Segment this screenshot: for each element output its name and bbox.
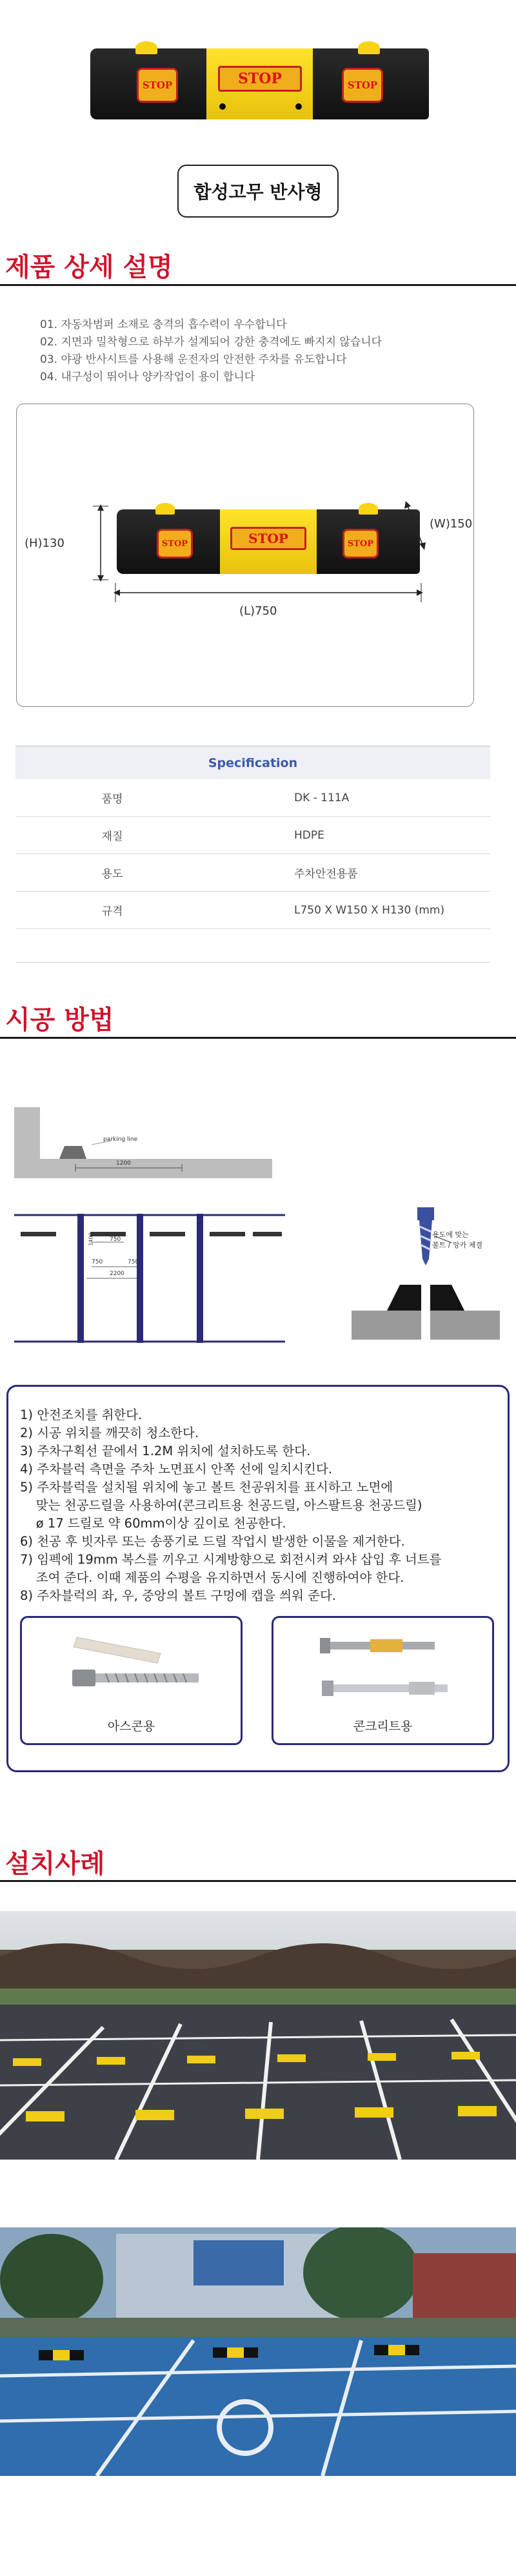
- install-section-title: 시공 방법: [5, 1005, 114, 1035]
- height-dimension-label: (H)130: [25, 537, 64, 550]
- stop-sign-center: STOP: [218, 66, 302, 92]
- parking-line-label: parking line: [103, 1136, 138, 1143]
- install-step: 조여 준다. 이때 제품의 수평을 유지하면서 동시에 진행하여야 한다.: [20, 1570, 404, 1585]
- installation-photo-2: [0, 2227, 516, 2476]
- dimension-2200: 2200: [110, 1271, 124, 1277]
- cases-section-title: 설치사례: [5, 1849, 105, 1879]
- table-row: [15, 854, 490, 892]
- install-step: 3) 주차구획선 끝에서 1.2M 위치에 설치하도록 한다.: [20, 1444, 311, 1458]
- dimension-750: 750: [92, 1259, 103, 1265]
- length-dimension-label: (L)750: [239, 604, 277, 618]
- concrete-anchor-card: [272, 1616, 494, 1745]
- spec-key: 품명: [101, 793, 123, 806]
- dimension-1400: 1400: [88, 1232, 94, 1246]
- section-divider: [0, 284, 516, 286]
- install-step: 5) 주차블럭을 설치될 위치에 놓고 볼트 천공위치를 표시하고 노면에: [20, 1480, 393, 1495]
- dimension-1200: 1200: [116, 1160, 131, 1167]
- install-steps-list: [20, 1406, 441, 1605]
- specification-title: Specification: [15, 746, 490, 779]
- details-section-title: 제품 상세 설명: [5, 252, 173, 282]
- dimension-diagram: [16, 404, 474, 707]
- stopper-right-bump: [358, 41, 380, 54]
- install-step: 2) 시공 위치를 깨끗히 청소한다.: [20, 1426, 199, 1440]
- bolt-hole: [295, 103, 302, 110]
- table-spacer: [15, 929, 490, 963]
- asphalt-anchor-card: [20, 1616, 243, 1745]
- length-dimension-arrow: [114, 580, 423, 606]
- install-step: 7) 임펙에 19mm 복스를 끼우고 시계방향으로 회전시켜 와샤 삽입 후 너트를: [20, 1552, 442, 1567]
- spec-key: 용도: [101, 868, 123, 881]
- bolt-anchor-section-diagram: [345, 1207, 513, 1349]
- stopper-left-bump: [135, 41, 157, 54]
- stopper-right-bump: [359, 503, 378, 515]
- dimension-750: 750: [110, 1236, 121, 1243]
- section-divider: [0, 1880, 516, 1882]
- parking-layout-plan-diagram: [14, 1214, 285, 1343]
- feature-list: [40, 316, 382, 386]
- asphalt-label: 아스콘용: [107, 1719, 155, 1733]
- table-row: [15, 817, 490, 854]
- spec-value: 주차안전용품: [294, 868, 358, 881]
- spec-key: 규격: [101, 905, 123, 918]
- bolt-note-line: 용도에 맞는: [432, 1231, 469, 1239]
- install-steps-panel: [6, 1385, 510, 1772]
- bolt-note: [432, 1230, 482, 1251]
- section-divider: [0, 1037, 516, 1039]
- height-dimension-arrow: [88, 504, 114, 582]
- installation-photo-1: [0, 1911, 516, 2160]
- install-step: 1) 안전조치를 취한다.: [20, 1407, 143, 1422]
- feature-item: 04. 내구성이 뛰어나 양카작업이 용이 합니다: [40, 371, 255, 383]
- install-step: ø 17 드릴로 약 60mm이상 깊이로 천공한다.: [20, 1516, 286, 1531]
- dimension-750: 750: [128, 1259, 139, 1265]
- width-dimension-label: (W)150: [430, 517, 473, 531]
- concrete-bolt-image: [306, 1628, 467, 1712]
- product-type-label: 합성고무 반사형: [177, 165, 339, 218]
- spec-value: DK - 111A: [294, 791, 350, 804]
- bolt-hole: [219, 103, 226, 110]
- install-step: 8) 주차블럭의 좌, 우, 중앙의 볼트 구멍에 캡을 씌워 준다.: [20, 1588, 336, 1603]
- stop-sign-left: STOP: [137, 68, 178, 103]
- stopper-left-bump: [155, 503, 175, 515]
- dimension-product-image: [117, 498, 420, 578]
- spec-value: HDPE: [294, 828, 324, 842]
- bolt-note-line: 볼트 / 앙카 체결: [432, 1241, 482, 1249]
- feature-item: 03. 야광 반사시트를 사용해 운전자의 안전한 주차를 유도합니다: [40, 353, 347, 366]
- install-step: 4) 주차블럭 측면을 주차 노면표시 안쪽 선에 일치시킨다.: [20, 1462, 333, 1477]
- stop-sign-right: STOP: [342, 529, 379, 558]
- specification-table: [15, 746, 490, 963]
- product-hero-image: [90, 32, 429, 126]
- feature-item: 02. 지면과 밀착형으로 하부가 설계되어 강한 충격에도 빠지지 않습니다: [40, 336, 382, 349]
- concrete-label: 콘크리트용: [353, 1719, 413, 1733]
- feature-item: 01. 자동차범퍼 소재로 충격의 흡수력이 우수합니다: [40, 318, 287, 331]
- stop-sign-right: STOP: [342, 68, 383, 103]
- parking-line-side-diagram: [14, 1107, 285, 1191]
- spec-key: 재질: [101, 830, 123, 843]
- table-row: [15, 779, 490, 817]
- install-step: 6) 천공 후 빗자루 또는 송풍기로 드릴 작업시 발생한 이물을 제거한다.: [20, 1534, 405, 1549]
- spec-value: L750 X W150 X H130 (mm): [294, 903, 445, 917]
- width-dimension-arrow: [404, 501, 430, 553]
- install-step: 맞는 천공드릴을 사용하여(콘크리트용 천공드릴, 아스팔트용 천공드릴): [20, 1498, 422, 1513]
- stop-sign-left: STOP: [157, 529, 193, 558]
- stop-sign-center: STOP: [230, 527, 306, 550]
- asphalt-bolt-image: [54, 1631, 215, 1708]
- table-row: [15, 892, 490, 929]
